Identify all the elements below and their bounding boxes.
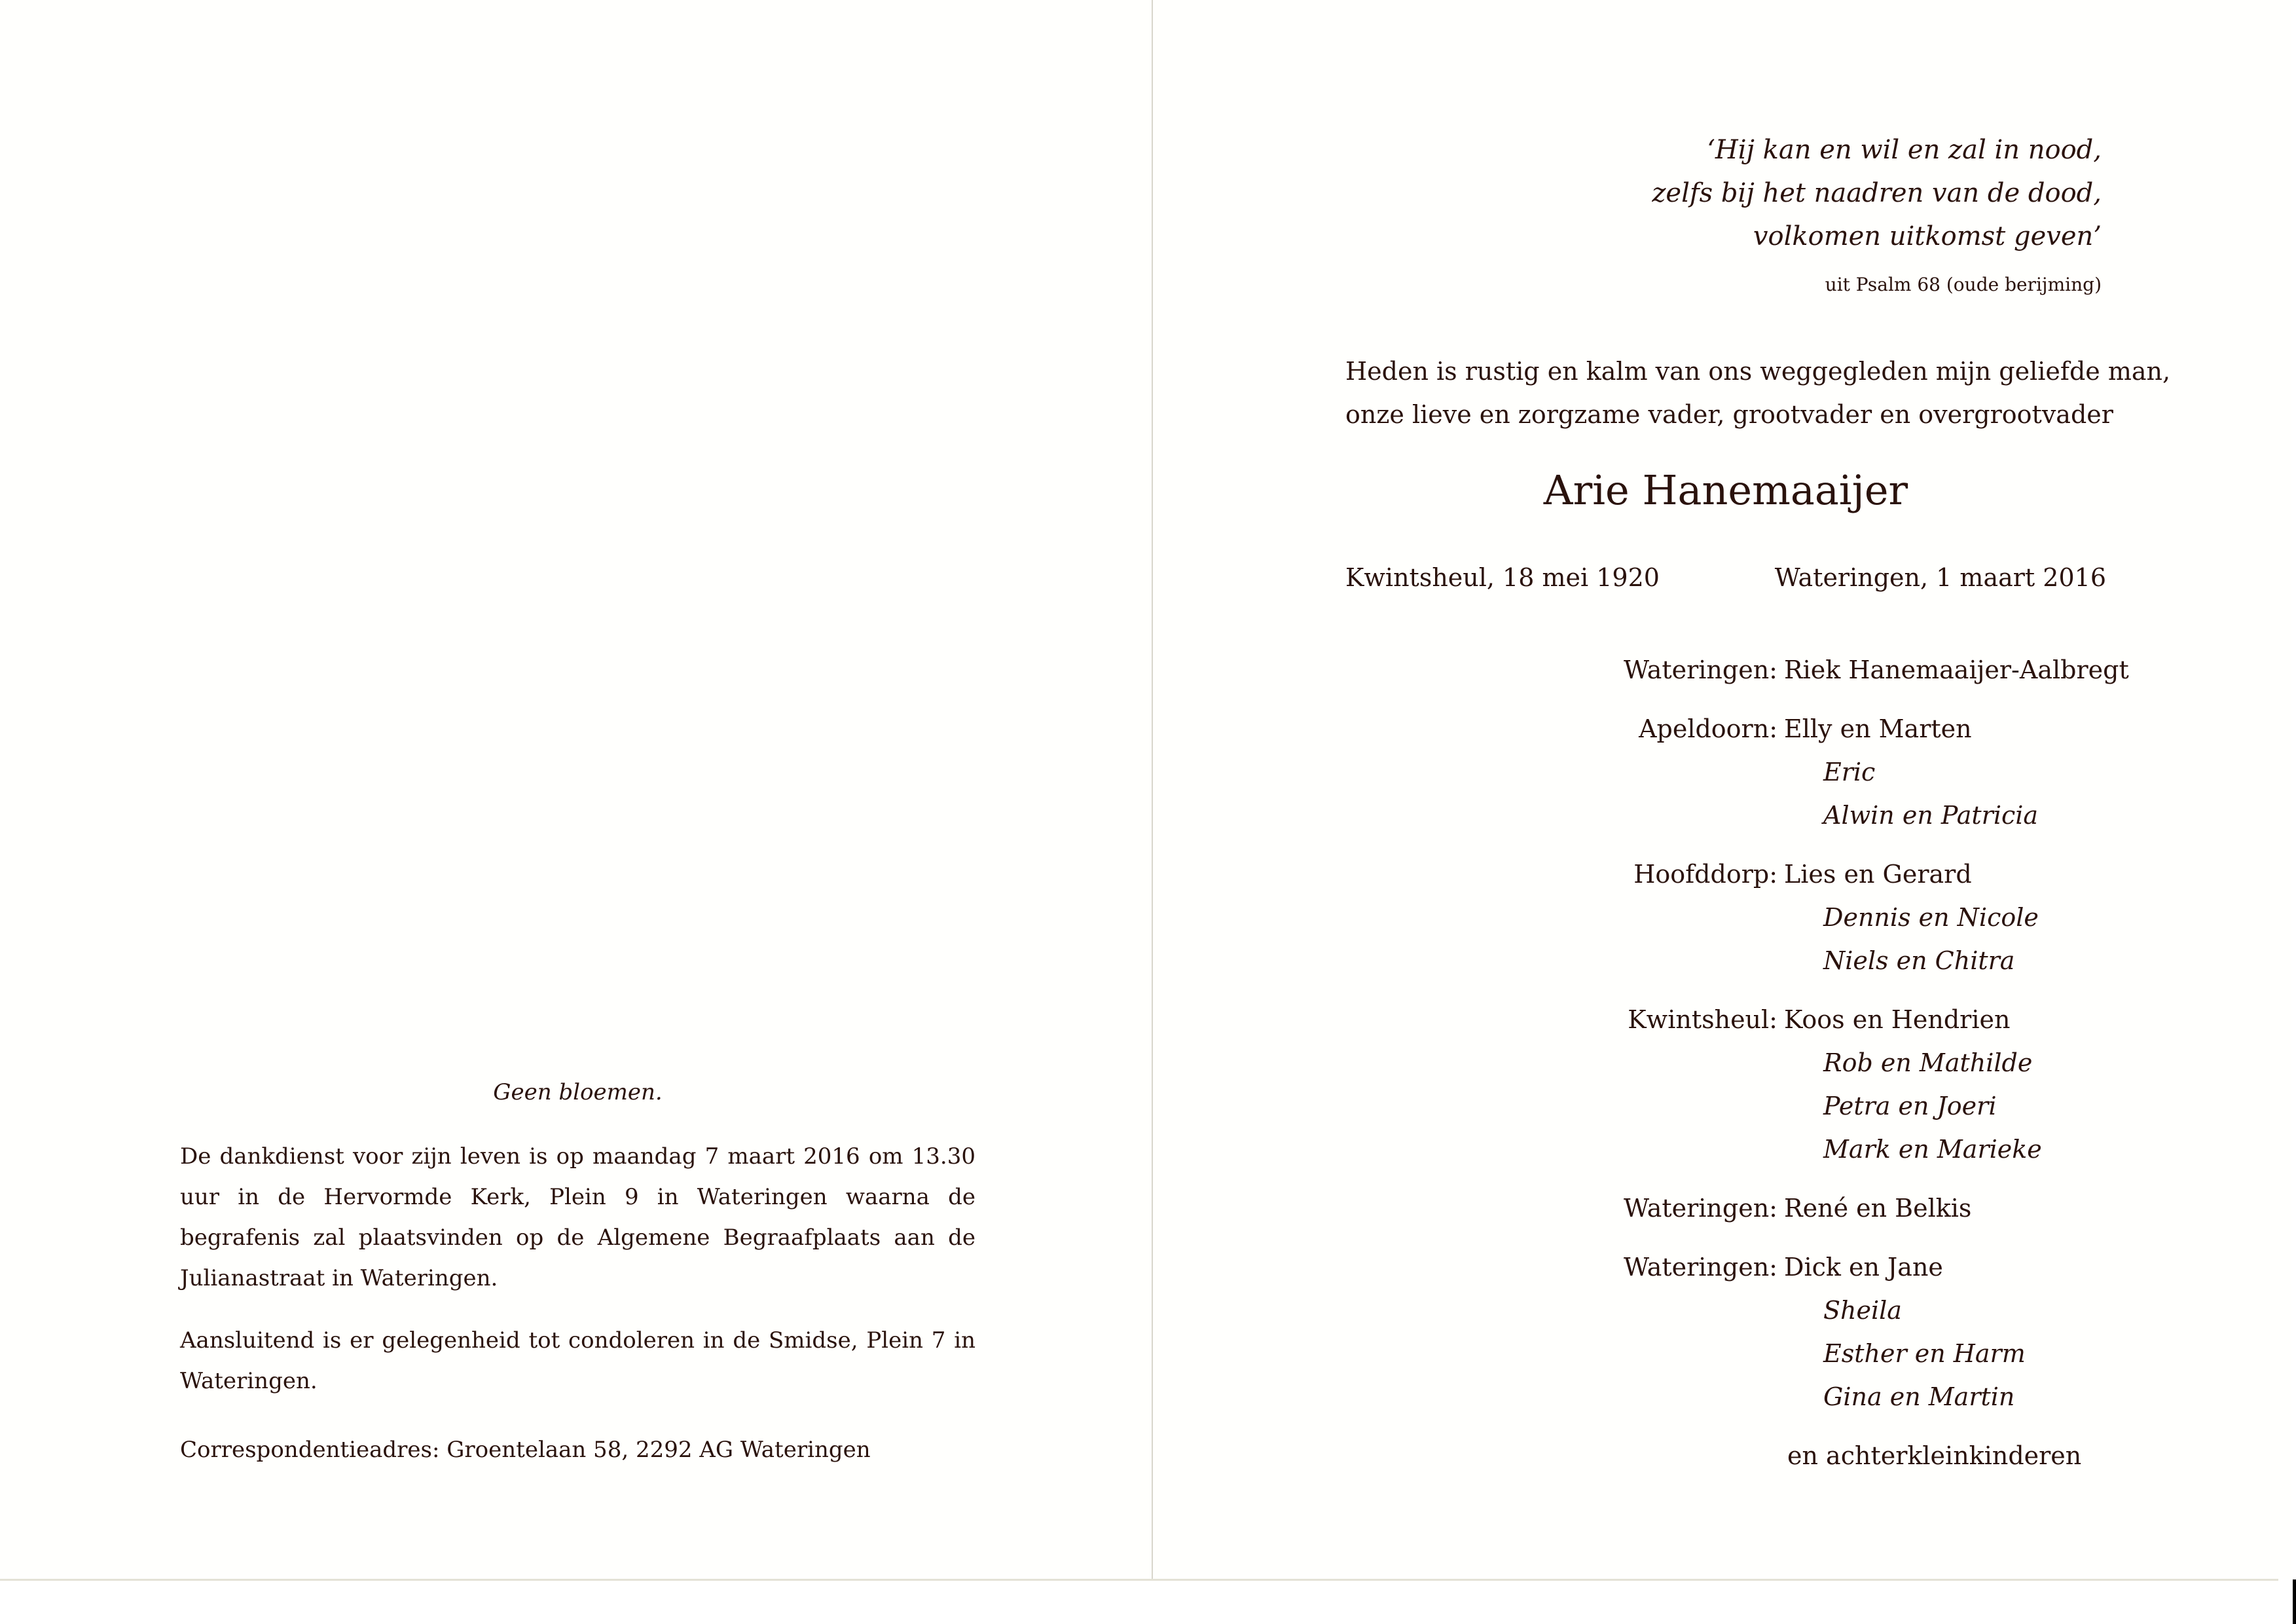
grandchild-names: Alwin en Patricia: [1823, 801, 2039, 830]
no-flowers-note: Geen bloemen.: [493, 1079, 663, 1105]
quote-line: zelfs bij het naadren van de dood,: [1652, 178, 2102, 208]
grandchild-names: Gina en Martin: [1823, 1382, 2015, 1411]
grandchild-names: Eric: [1823, 758, 1876, 786]
grandchild-names: Sheila: [1823, 1296, 1902, 1325]
family-group: [1571, 853, 2129, 982]
scan-border: [2293, 1579, 2296, 1624]
family-list: [1571, 648, 2129, 1477]
grandchild-names: Petra en Joeri: [1823, 1092, 1997, 1120]
grandchild-names: Dennis en Nicole: [1823, 903, 2039, 932]
quote-source: uit Psalm 68 (oude berijming): [1825, 274, 2102, 295]
great-grandchildren-note: en achterkleinkinderen: [1787, 1441, 2082, 1470]
quote-line: ‘Hij kan en wil en zal in nood,: [1707, 135, 2102, 165]
family-group: [1571, 1246, 2129, 1418]
family-group: [1571, 648, 2129, 692]
family-place: Hoofddorp:: [1633, 860, 1777, 889]
family-names: Lies en Gerard: [1784, 860, 1972, 889]
grandchild-names: Niels en Chitra: [1823, 946, 2015, 975]
announcement-intro: [1345, 350, 2171, 436]
family-place: Wateringen:: [1623, 655, 1777, 684]
family-place: Kwintsheul:: [1628, 1005, 1777, 1034]
service-paragraph: De dankdienst voor zijn leven is op maandag 7 maart 2016 om 13.30 uur in de Hervormde Kerk, Plein 9 in Wateringen waarna de begrafenis zal plaatsvinden op de Algemene Begraafplaats aan de Julianastraat in Wateringen.: [180, 1143, 975, 1291]
intro-line: Heden is rustig en kalm van ons weggegleden mijn geliefde man,: [1345, 357, 2171, 386]
family-group: [1571, 707, 2129, 837]
family-group: [1571, 998, 2129, 1171]
grandchild-names: Esther en Harm: [1823, 1339, 2026, 1368]
family-place: Apeldoorn:: [1639, 714, 1777, 743]
grandchild-names: Mark en Marieke: [1823, 1135, 2042, 1164]
card-fold-line: [1152, 0, 1153, 1579]
grandchild-names: Rob en Mathilde: [1823, 1048, 2033, 1077]
family-names: René en Belkis: [1784, 1194, 1972, 1223]
family-group: [1571, 1187, 2129, 1230]
intro-line: onze lieve en zorgzame vader, grootvader en overgrootvader: [1345, 400, 2113, 429]
family-names: Riek Hanemaaijer-Aalbregt: [1784, 655, 2129, 684]
card-bottom-edge: [0, 1579, 2278, 1581]
deceased-name: Arie Hanemaaijer: [1543, 466, 1908, 514]
birth-date-place: Kwintsheul, 18 mei 1920: [1345, 563, 1660, 592]
correspondence-address: Correspondentieadres: Groentelaan 58, 2292 AG Wateringen: [180, 1437, 871, 1463]
family-names: Elly en Marten: [1784, 714, 1972, 743]
quote-line: volkomen uitkomst geven’: [1753, 221, 2102, 251]
psalm-quote: [1652, 128, 2102, 258]
condolence-paragraph: Aansluitend is er gelegenheid tot condoleren in de Smidse, Plein 7 in Wateringen.: [180, 1327, 975, 1394]
death-date-place: Wateringen, 1 maart 2016: [1774, 563, 2106, 592]
family-place: Wateringen:: [1623, 1194, 1777, 1223]
family-names: Dick en Jane: [1784, 1253, 1943, 1282]
life-dates: [1345, 563, 2106, 592]
family-names: Koos en Hendrien: [1784, 1005, 2011, 1034]
family-place: Wateringen:: [1623, 1253, 1777, 1282]
